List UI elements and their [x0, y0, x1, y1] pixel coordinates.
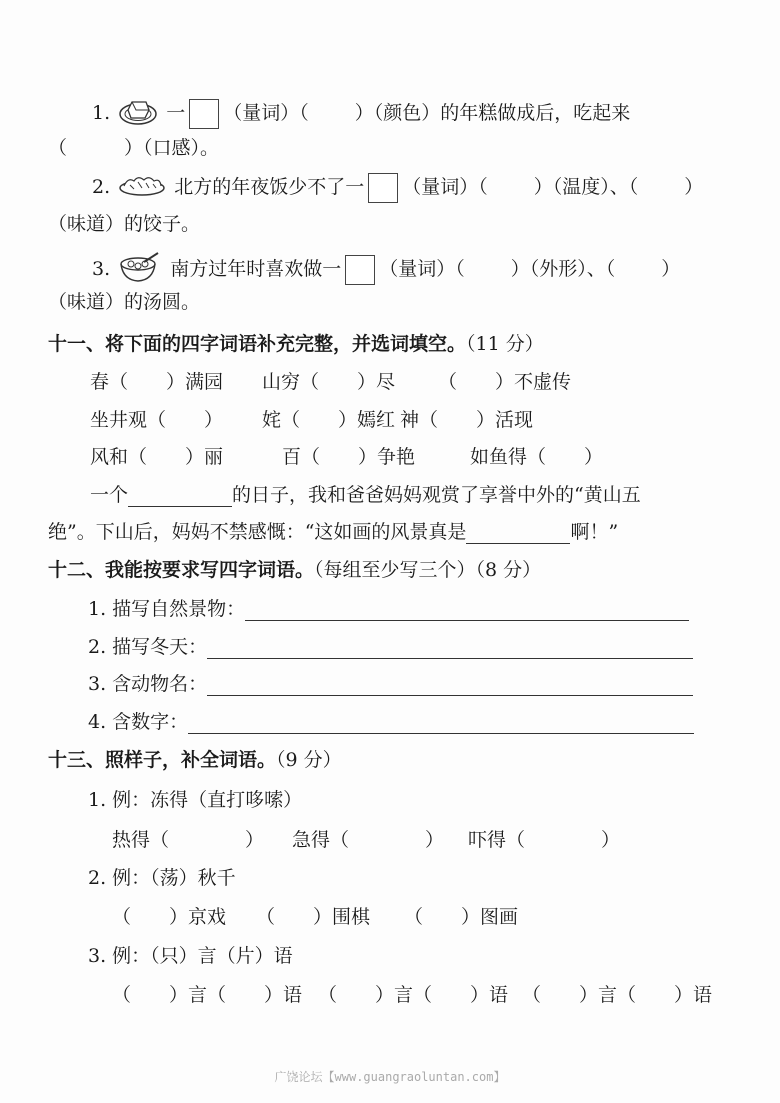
idiom-item[interactable]: 春（ ）满园: [90, 371, 224, 393]
q1-text-c: ）（颜色）的年糕做成后，吃起来: [354, 102, 631, 124]
write-item-label: 4. 含数字：: [88, 711, 189, 733]
q13-2-example: 2. 例：（荡）秋千: [88, 867, 236, 889]
section-score: （每组至少写三个）（8 分）: [314, 559, 542, 581]
write-line[interactable]: [207, 675, 693, 696]
fill-item[interactable]: 吓得（ ）: [468, 829, 621, 851]
q3-number: 3.: [92, 258, 111, 280]
write-item-1: [88, 597, 689, 621]
section-score: （11 分）: [466, 333, 544, 355]
paragraph-line-2: [48, 520, 618, 544]
write-item-label: 2. 描写冬天：: [88, 636, 208, 658]
idiom-item[interactable]: （ ）不虚传: [438, 371, 572, 393]
q3-text-c: ）（外形）、（: [510, 258, 616, 280]
q2-text-d: ）: [684, 176, 704, 198]
write-line[interactable]: [207, 638, 693, 659]
q2-line1: [92, 173, 703, 203]
measure-word-box[interactable]: [368, 173, 398, 203]
fill-item[interactable]: （ ）图画: [404, 906, 519, 928]
q13-1-example: 1. 例：冻得（直打哆嗦）: [88, 789, 303, 811]
fill-item[interactable]: （ ）言（ ）语: [318, 984, 509, 1006]
q2-text-b: （量词）（: [402, 176, 488, 198]
idiom-item[interactable]: 坐井观（ ）: [90, 409, 224, 431]
measure-word-box[interactable]: [345, 255, 375, 285]
q3-text-a: 南方过年时喜欢做一: [170, 258, 342, 280]
q13-3-example: 3. 例：（只）言（片）语: [88, 945, 293, 967]
q1-text-a: 一: [166, 102, 186, 124]
para-text: 的日子，我和爸爸妈妈观赏了享誉中外的“黄山五: [232, 484, 641, 506]
write-item-4: [88, 710, 694, 734]
q1-line2: （ ）（口感）。: [48, 137, 220, 159]
idiom-item[interactable]: 百（ ）争艳: [282, 446, 416, 468]
idiom-row-3: [90, 445, 603, 469]
idiom-row-1: [90, 370, 571, 394]
para-text: 啊！”: [570, 521, 619, 543]
watermark: 广饶论坛【www.guangraoluntan.com】: [274, 1070, 506, 1084]
paragraph-line-1: [90, 483, 641, 507]
write-item-label: 3. 含动物名：: [88, 673, 208, 695]
q3-text-b: （量词）（: [379, 258, 465, 280]
idiom-item[interactable]: 神（ ）活现: [400, 409, 534, 431]
q3-line1: [92, 250, 680, 290]
tangyuan-bowl-icon: [118, 250, 162, 290]
fill-item[interactable]: 急得（ ）: [292, 829, 445, 851]
fill-item[interactable]: （ ）围棋: [256, 906, 371, 928]
section-twelve-title: [48, 558, 541, 582]
q1-text-b: （量词）（: [223, 102, 309, 124]
idiom-item[interactable]: 风和（ ）丽: [90, 446, 224, 468]
q3-line2: （味道）的汤圆。: [48, 291, 201, 313]
fill-item[interactable]: 热得（ ）: [112, 829, 265, 851]
fill-item[interactable]: （ ）京戏: [112, 906, 227, 928]
idiom-row-2: [90, 408, 533, 432]
write-item-label: 1. 描写自然景物：: [88, 598, 246, 620]
section-eleven-title: [48, 332, 544, 356]
fill-item[interactable]: （ ）言（ ）语: [112, 984, 303, 1006]
q2-line2: （味道）的饺子。: [48, 213, 201, 235]
q13-2-items: [112, 905, 518, 929]
fill-item[interactable]: （ ）言（ ）语: [522, 984, 713, 1006]
q2-text-a: 北方的年夜饭少不了一: [174, 176, 365, 198]
para-text: 绝”。下山后，妈妈不禁感慨：“这如画的风景真是: [48, 521, 467, 543]
fill-blank-line[interactable]: [128, 486, 232, 507]
section-title-text: 十一、将下面的四字词语补充完整，并选词填空。: [48, 333, 467, 355]
q1-number: 1.: [92, 102, 111, 124]
section-score: （9 分）: [276, 749, 342, 771]
idiom-item[interactable]: 姹（ ）嫣红: [262, 409, 396, 431]
section-thirteen-title: [48, 748, 342, 772]
q2-number: 2.: [92, 176, 111, 198]
q2-text-c: ）（温度）、（: [533, 176, 639, 198]
q1-line1: [92, 96, 630, 132]
q3-text-d: ）: [661, 258, 681, 280]
write-item-2: [88, 635, 693, 659]
write-item-3: [88, 672, 693, 696]
q13-1-items: [112, 828, 620, 852]
idiom-item[interactable]: 如鱼得（ ）: [470, 446, 604, 468]
measure-word-box[interactable]: [189, 99, 219, 129]
dumpling-plate-icon: [118, 173, 166, 203]
fill-blank-line[interactable]: [466, 523, 570, 544]
para-text: 一个: [90, 484, 129, 506]
rice-cake-plate-icon: [118, 96, 158, 132]
idiom-item[interactable]: 山穷（ ）尽: [262, 371, 396, 393]
write-line[interactable]: [245, 600, 689, 621]
write-line[interactable]: [188, 713, 694, 734]
section-title-text: 十三、照样子，补全词语。: [48, 749, 277, 771]
section-title-text: 十二、我能按要求写四字词语。: [48, 559, 315, 581]
q13-3-items: [112, 983, 712, 1007]
